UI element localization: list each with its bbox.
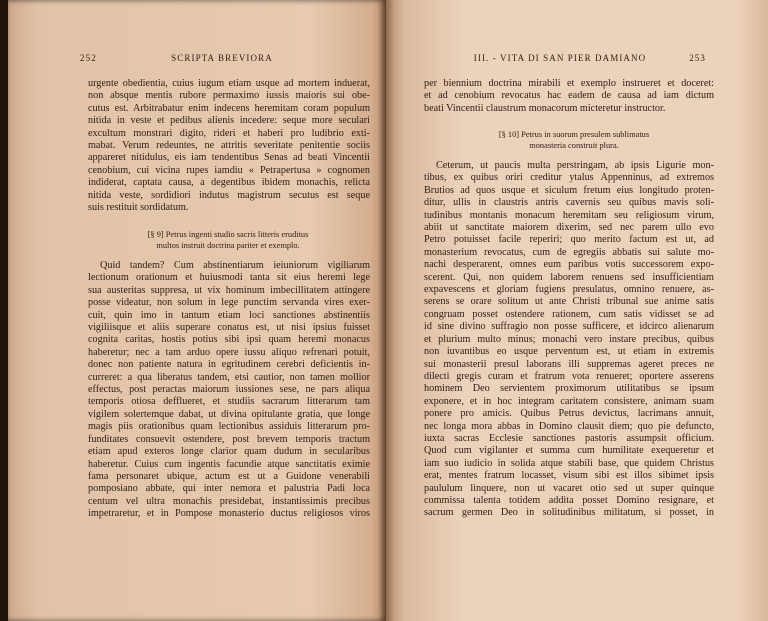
- text-line: hominem Deo servientem proximorum utilitatibus se ipsum: [424, 383, 714, 395]
- text-line: non iuvantibus eo usque perventum est, ut etiam in extremis: [424, 346, 714, 358]
- text-line: curreret: a qua liberatus tandem, etsi cautior, non tamen mollior: [88, 371, 370, 383]
- text-line: congruam posset ostendere rationem, cum satis vidisset se ad: [424, 308, 714, 320]
- text-line: etiam apud exteros longe clarior quam dudum in secularibus: [88, 446, 370, 458]
- right-page-number: 253: [689, 53, 706, 63]
- text-line: Ceterum, ut paucis multa perstringam, ab ipsis Ligurie mon-: [436, 160, 714, 171]
- text-line: Quid tandem? Cum abstinentiarum ieiuniorum vigiliarum: [100, 260, 370, 271]
- text-line: et ad cenobium revocatus hac eadem de causa ad iam dictum: [424, 90, 714, 102]
- left-paragraph-2: [88, 260, 370, 521]
- text-line: posse videatur, non solum in lege punctim servanda vires exer-: [88, 297, 370, 309]
- text-line: urgente obedientia, cuius iugum etiam usque ad mortem induerat,: [88, 78, 370, 89]
- text-line: monasterium revocatus, cum de egregiis abbatis sui salute mo-: [424, 246, 714, 258]
- text-line: suis restituit sordidatum.: [88, 202, 189, 214]
- right-page: [386, 0, 768, 621]
- right-section-caption: [476, 130, 672, 151]
- text-line: Brutios ad quos usque et siculum fretum eius longitudo proten-: [424, 184, 714, 196]
- text-line: iam suo iudicio in solida atque stabili base, que quidem Christus: [424, 457, 714, 469]
- caption-line: [§ 10] Petrus in suorum presulem sublimatus: [498, 130, 650, 139]
- text-line: impetraretur, et in Pompose monasterio ductus religiosos viros: [88, 508, 370, 520]
- right-running-head: [414, 53, 706, 67]
- text-line: nec longa mora abbas in Domino clausit diem; quo pie defuncto,: [424, 420, 714, 432]
- left-running-title: SCRIPTA BREVIORA: [171, 53, 273, 63]
- text-line: et plurium multo minus; monachi vero instare precibus, quibus: [424, 333, 714, 345]
- text-line: erat, mentes fratrum locasset, visum sibi est illos sibimet ipsis: [424, 470, 714, 482]
- left-section-caption: [118, 230, 338, 251]
- text-line: lectionum orationum et huiusmodi tanta sit eius heremi lege: [88, 272, 370, 284]
- text-line: paululum linquere, non ut vacaret otio sed ut super quinque: [424, 482, 714, 494]
- caption-line: [§ 9] Petrus ingenti studio sacris litteris eruditus: [147, 230, 309, 239]
- text-line: per biennium doctrina mirabili et exemplo instrueret et doceret:: [424, 78, 714, 89]
- text-line: cuit, quin imo in tantum etiam loci sanctiones abstinentiis: [88, 309, 370, 321]
- text-line: effectus, post peractas maiorum iussiones sese, ne pars aliqua: [88, 384, 370, 396]
- text-line: serens se orare solitum ut ante Christi tribunal sue anime satis: [424, 296, 714, 308]
- right-paragraph-1: [424, 78, 714, 115]
- text-line: sacrum germen Deo in solitudinibus militatum, si posset, in: [424, 507, 714, 519]
- text-line: appareret nitidulus, eis iam tendentibus Senas ad beati Vincentii: [88, 152, 370, 164]
- text-line: haberetur. Cuius cum ingentis facundie atque sanctitatis eximie: [88, 458, 370, 470]
- text-line: funditates consuevit ostendere, post brevem temporis tractum: [88, 433, 370, 445]
- text-line: cognita caritas, hostis potius sibi ipsi quam heremi monacus: [88, 334, 370, 346]
- caption-line: multos instruit doctrina pariter et exemplo.: [156, 240, 300, 250]
- text-line: ditur, ullis in claustris antris cavernis seu quibus mavis soli-: [424, 197, 714, 209]
- left-page-number: 252: [80, 53, 97, 63]
- text-line: magis piis orationibus quam lectionibus assiduis litterarum pro-: [88, 421, 370, 433]
- text-line: abiit ut sanctitate maiorem dixerim, sed nec parem ullo evo: [424, 222, 714, 234]
- text-line: non absque mentis rubore permaximo iussis maioris sui obe-: [88, 90, 370, 102]
- text-line: id sine divino suffragio non posse sufficere, et idcirco alienarum: [424, 321, 714, 333]
- text-line: nitida veste, sordidiori indutus magistrum secutus est seque: [88, 189, 370, 201]
- text-line: vigiliisque et aliis superare conatus est, ut nisi ipsius fuisset: [88, 322, 370, 334]
- left-page: [8, 0, 386, 621]
- text-line: dilecti gregis curam et fratrum vota renueret; oportere asserens: [424, 370, 714, 382]
- text-line: haberetur; nec a tam arduo opere iussu aliquo refrenari potuit,: [88, 346, 370, 358]
- text-line: sui monasterii presul laborans illi suppremas ageret preces ne: [424, 358, 714, 370]
- text-line: indiderat, captata causa, a degentibus ibidem monachis, relicta: [88, 177, 370, 189]
- text-line: beati Vincentii claustrum monacorum micteretur instructor.: [424, 102, 666, 114]
- text-line: centum vel ultra monachis presidebat, instantissimis precibus: [88, 495, 370, 507]
- text-line: cenobium, cui vicina rupes iamdiu « Petrapertusa » cognomen: [88, 164, 370, 176]
- text-line: Petro potuisset facile reperiri; quo merito factum est ut, ad: [424, 234, 714, 246]
- text-line: nachi desperarent, omnes eum paribus votis successorem expo-: [424, 259, 714, 271]
- right-paragraph-2: [424, 160, 714, 520]
- text-line: vigilem solertemque dabat, ut divina opitulante gratia, que longe: [88, 408, 370, 420]
- left-paragraph-1: [88, 78, 370, 214]
- text-line: sua austeritas suppresa, ut vix hominum imbecillitatem attingere: [88, 284, 370, 296]
- text-line: pomposiano abbate, qui inter nemora et palustria Padi loca: [88, 483, 370, 495]
- text-line: iuxta sacras Ecclesie sanctiones pastoris assumpsit officium.: [424, 432, 714, 444]
- text-line: mabat. Verum redeuntes, ne attritis severitate penitentie sociis: [88, 140, 370, 152]
- text-line: ponere pro amicis. Quibus Petrus devictus, lacrimans annuit,: [424, 408, 714, 420]
- text-line: donec non patiente natura in egritudinem cerebri deficientis in-: [88, 359, 370, 371]
- text-line: cutus est. Arbitrabatur enim indecens heremitam coram populum: [88, 102, 370, 114]
- text-line: excultum monstrari digito, rideri et haberi pro ludibrio exti-: [88, 127, 370, 139]
- text-line: expavescens et gloriam fugiens presulatus, omnino renuere, as-: [424, 284, 714, 296]
- text-line: tibus, ex quibus oriri creditur ytalus Appenninus, ad extremos: [424, 172, 714, 184]
- text-line: exponere, et in hoc integram caritatem consistere, animam suam: [424, 395, 714, 407]
- text-line: temporis otiosa defflueret, et studiis sacrarum litterarum tam: [88, 396, 370, 408]
- caption-line: monasteria construit plura.: [529, 140, 619, 150]
- text-line: fama personaret ubique, actum est ut a Guidone venerabili: [88, 470, 370, 482]
- left-running-head: [80, 53, 364, 67]
- text-line: tudinibus montanis monacum heremitam seu religiosum virum,: [424, 209, 714, 221]
- text-line: Quod cum vigilanter et summa cum humilitate exequeretur et: [424, 445, 714, 457]
- right-running-title: III. - VITA DI SAN PIER DAMIANO: [473, 53, 647, 63]
- text-line: nitida in veste et pedibus alienis incedere: seque more seculari: [88, 115, 370, 127]
- text-line: scerent. Qui, non quidem laborem renuens sed insufficientiam: [424, 271, 714, 283]
- text-line: commissa talenta totidem addita posset Domino resignare, et: [424, 494, 714, 506]
